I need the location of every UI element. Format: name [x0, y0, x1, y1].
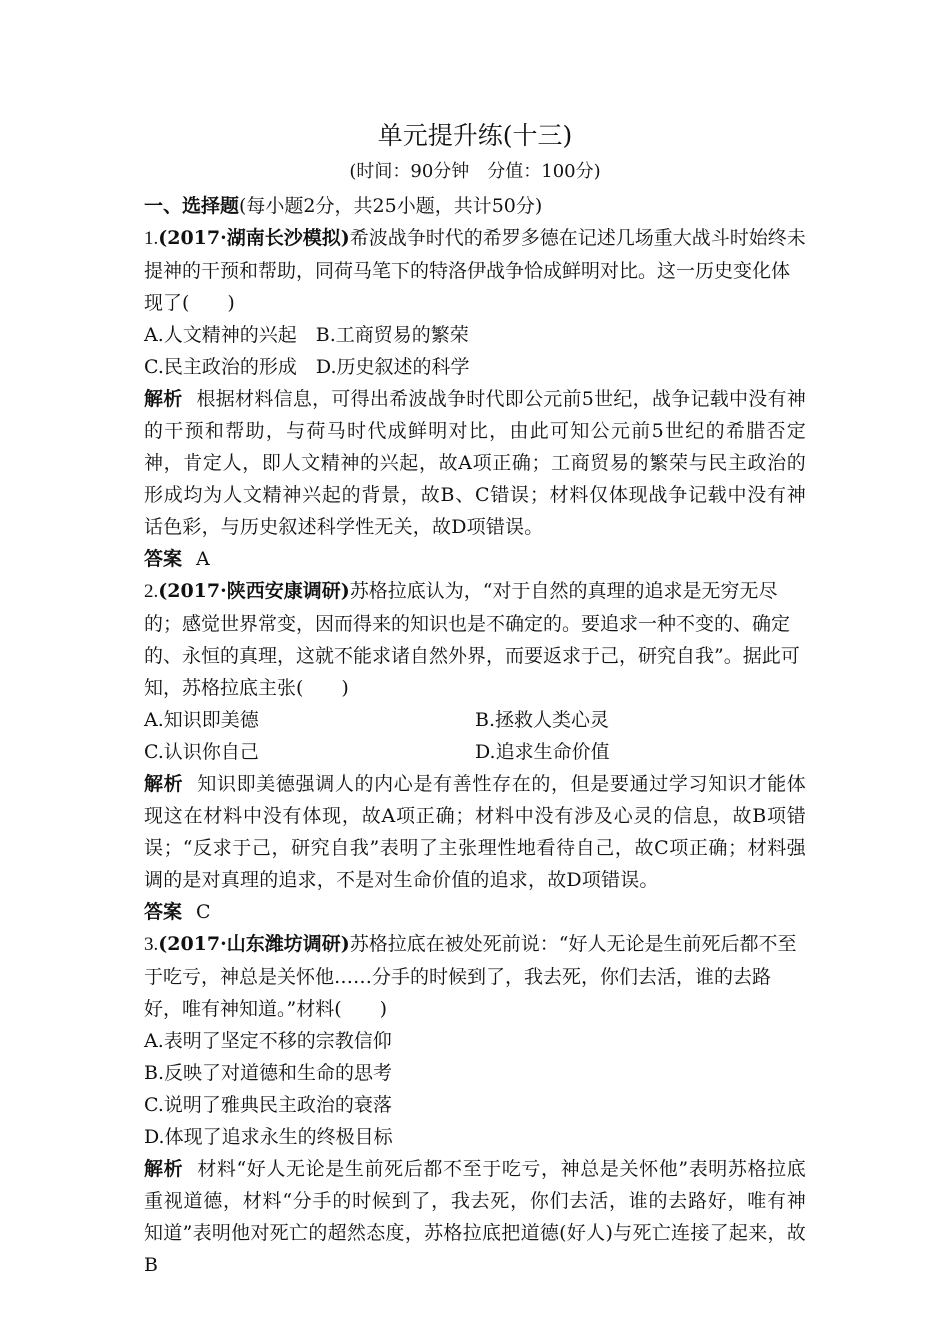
question-stem — [144, 575, 806, 704]
answer — [144, 543, 806, 575]
option-c: C.认识你自己 — [144, 741, 259, 763]
option-b: B.拯救人类心灵 — [475, 709, 610, 731]
analysis-label: 解析 — [144, 388, 183, 410]
option-a: A.表明了坚定不移的宗教信仰 — [144, 1030, 392, 1052]
question-source: (2017·湖南长沙模拟) — [158, 227, 350, 249]
answer-label: 答案 — [144, 901, 183, 923]
question-stem — [144, 222, 806, 319]
section-heading — [144, 190, 806, 222]
option-line: C.民主政治的形成 D.历史叙述的科学 — [144, 356, 470, 378]
question-text: 苏格拉底认为，“对于自然的真理的追求是无穷无尽的；感觉世界常变，因而得来的知识也是不确定的。要追求一种不变的、确定的、永恒的真理，这就不能求诸自然外界，而要返求于己，研究自我”。据此可知，苏格拉底主张( ) — [144, 580, 800, 699]
question-3 — [144, 928, 806, 1281]
analysis-text: 知识即美德强调人的内心是有善性存在的，但是要通过学习知识才能体现这在材料中没有体现，故A项正确；材料中没有涉及心灵的信息，故B项错误；“反求于己，研究自我”表明了主张理性地看待自己，故C项正确；材料强调的是对真理的追求，不是对生命价值的追求，故D项错误。 — [144, 773, 807, 891]
analysis-label: 解析 — [144, 1158, 184, 1180]
question-number: 2. — [144, 581, 159, 602]
answer-value: C — [196, 901, 211, 923]
question-text: 希波战争时代的希罗多德在记述几场重大战斗时始终未提神的干预和帮助，同荷马笔下的特洛伊战争恰成鲜明对比。这一历史变化体现了( ) — [144, 227, 806, 314]
option-c: C.说明了雅典民主政治的衰落 — [144, 1094, 392, 1116]
question-2 — [144, 575, 806, 928]
option-d: D.体现了追求永生的终极目标 — [144, 1126, 393, 1148]
answer-label: 答案 — [144, 548, 183, 570]
section-note: (每小题2分，共25小题，共计50分) — [239, 195, 543, 217]
page-title: 单元提升练(十三) — [377, 121, 573, 150]
option-b: B.反映了对道德和生命的思考 — [144, 1062, 393, 1084]
analysis — [144, 383, 806, 543]
question-1 — [144, 222, 806, 575]
option-row — [144, 736, 806, 768]
analysis — [144, 1153, 806, 1281]
analysis-label: 解析 — [144, 773, 184, 795]
page-subtitle: (时间：90分钟 分值：100分) — [349, 161, 601, 182]
option-d: D.追求生命价值 — [475, 741, 610, 763]
question-number: 3. — [144, 934, 159, 955]
option-line: A.人文精神的兴起 B.工商贸易的繁荣 — [144, 324, 469, 346]
answer — [144, 896, 806, 928]
analysis-text: 根据材料信息，可得出希波战争时代即公元前5世纪，战争记载中没有神的干预和帮助，与荷马时代成鲜明对比，由此可知公元前5世纪的希腊否定神，肯定人，即人文精神的兴起，故A项正确；工商贸易的繁荣与民主政治的形成均为人文精神兴起的背景，故B、C错误；材料仅体现战争记载中没有神话色彩，与历史叙述科学性无关，故D项错误。 — [144, 388, 806, 538]
question-number: 1. — [144, 228, 159, 249]
question-source: (2017·山东潍坊调研) — [158, 933, 350, 955]
option-row — [144, 704, 806, 736]
analysis-text: 材料“好人无论是生前死后都不至于吃亏，神总是关怀他”表明苏格拉底重视道德，材料“分手的时候到了，我去死，你们去活，谁的去路好，唯有神知道”表明他对死亡的超然态度，苏格拉底把道德(好人)与死亡连接了起来，故B — [144, 1158, 806, 1276]
answer-value: A — [196, 548, 210, 570]
question-source: (2017·陕西安康调研) — [158, 580, 350, 602]
option-a: A.知识即美德 — [144, 709, 259, 731]
section-label: 一、选择题 — [144, 195, 240, 217]
analysis — [144, 768, 806, 896]
question-stem — [144, 928, 806, 1025]
question-text: 苏格拉底在被处死前说：“好人无论是生前死后都不至于吃亏，神总是关怀他……分手的时候到了，我去死，你们去活，谁的去路好，唯有神知道。”材料( ) — [144, 933, 797, 1020]
